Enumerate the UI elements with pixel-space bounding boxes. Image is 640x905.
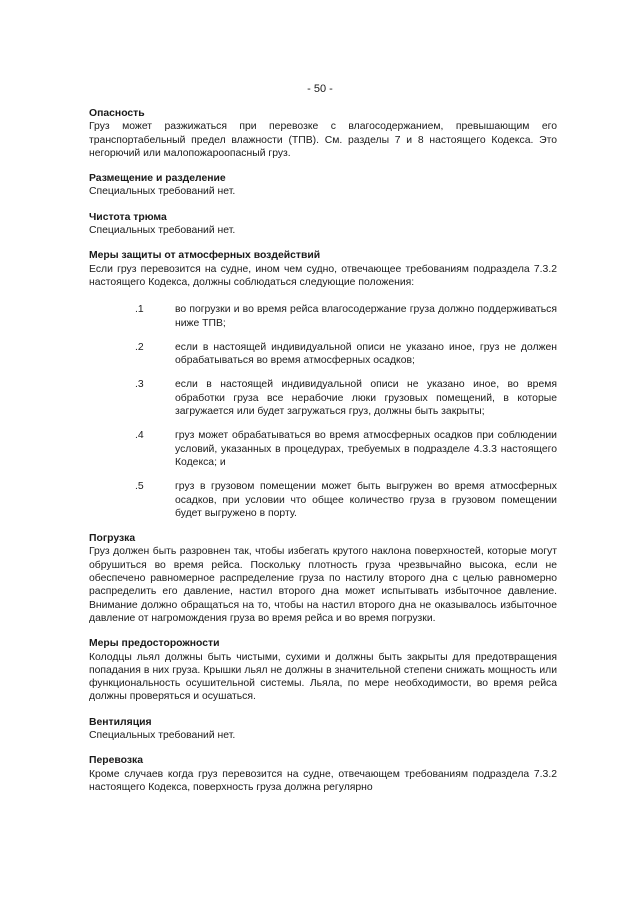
section-heading: Меры предосторожности [89,638,220,650]
section-heading: Чистота трюма [89,211,167,223]
section-stowage-segregation [89,172,557,199]
list-item-number: .2 [135,341,144,353]
section-loading [89,532,557,625]
list-item-number: .4 [135,430,144,442]
section-heading: Перевозка [89,755,143,767]
list-item-number: .5 [135,481,144,493]
section-paragraph: Если груз перевозится на судне, ином чем судно, отвечающее требованиям подраздела 7.3.2 настоящего Кодекса, должны соблюдаться следующие положения: [89,263,557,288]
section-paragraph: Груз должен быть разровнен так, чтобы избегать крутого наклона поверхностей, которые могут обрушиться во время рейса. Поскольку плотность груза чрезвычайно высока, если не обеспечено равномерное распределение груза по настилу второго дна с целью равномерно распределить его давление, настил второго дна может испытывать избыточное давление. Внимание должно обращаться на то, чтобы на настил второго дна не оказывалось избыточное давление от нагромождения груза во время рейса и во время погрузки. [89,546,557,624]
section-heading: Опасность [89,108,145,119]
section-paragraph: Специальных требований нет. [89,186,236,198]
section-heading: Погрузка [89,533,136,545]
list-item [89,480,557,520]
section-paragraph: Кроме случаев когда груз перевозится на судне, отвечающем требованиям подраздела 7.3.2 настоящего Кодекса, поверхность груза должна регулярно [89,768,557,793]
section-paragraph: Специальных требований нет. [89,225,236,237]
section-weather-precautions [89,249,557,520]
provisions-list [89,303,557,520]
list-item [89,341,557,368]
section-ventilation [89,716,557,743]
list-item-number: .1 [135,304,144,316]
section-heading: Меры защиты от атмосферных воздействий [89,250,321,262]
section-hazard [89,107,557,160]
list-item-text: груз в грузовом помещении может быть выгружен во время атмосферных осадков, при условии что общее количество груза в грузовом помещении будет выгружено в порту. [175,481,557,519]
list-item-text: если в настоящей индивидуальной описи не указано иное, во время обработки груза все нерабочие люки грузовых помещений, в которые загружается или будет загружаться груз, должны быть закрыты; [175,379,557,418]
section-paragraph: Колодцы льял должны быть чистыми, сухими и должны быть закрыты для предотвращения попадания в них груза. Крышки льял не должны в значительной степени снижать мощность или функциональность осушительной системы. Льяла, по мере необходимости, во время рейса должны проверяться и осушаться. [89,651,557,703]
page-number: - 50 - [307,83,333,95]
list-item [89,429,557,469]
section-precautions [89,637,557,703]
document-body [89,107,557,806]
list-item-number: .3 [135,379,144,391]
list-item-text: во погрузки и во время рейса влагосодержание груза должно поддерживаться ниже ТПВ; [175,304,557,329]
section-heading: Размещение и разделение [89,173,226,185]
list-item [89,378,557,418]
section-paragraph: Специальных требований нет. [89,729,236,741]
section-hold-cleanliness [89,211,557,238]
list-item-text: груз может обрабатываться во время атмосферных осадков при соблюдении условий, указанных в процедурах, требуемых в подразделе 4.3.3 настоящего Кодекса; и [175,430,557,468]
list-item [89,303,557,330]
section-paragraph: Груз может разжижаться при перевозке с влагосодержанием, превышающим его транспортабельный предел влажности (ТПВ). См. разделы 7 и 8 настоящего Кодекса. Это негорючий или малопожароопасный груз. [89,121,557,159]
section-heading: Вентиляция [89,716,152,728]
list-item-text: если в настоящей индивидуальной описи не указано иное, груз не должен обрабатываться во время атмосферных осадков; [175,341,557,367]
section-carriage [89,754,557,794]
